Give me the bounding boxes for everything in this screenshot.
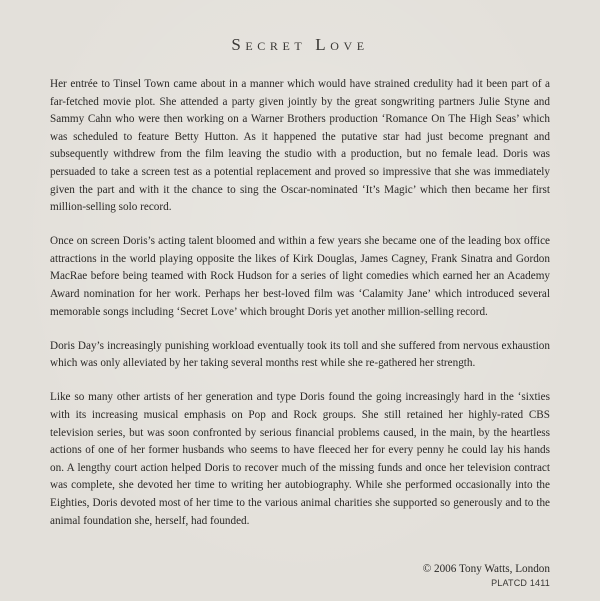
paragraph: Like so many other artists of her generation and type Doris found the going increasingly hard in the ‘sixties with its increasing musical emphasis on Pop and Rock groups. She still retained her highly-rated CBS television series, but was soon confronted by serious financial problems caused, in the main, by the heartless actions of one of her former husbands who seems to have fleeced her for every penny he could lay his hands on. A lengthy court action helped Doris to recover much of the missing funds and once her television contract was complete, she devoted her time to writing her autobiography. While she performed occasionally into the Eighties, Doris devoted most of her time to the various animal charities she supported so generously and to the animal foundation she, herself, had founded. — [50, 391, 550, 527]
catalog-number: PLATCD 1411 — [491, 578, 550, 588]
paragraph: Once on screen Doris’s acting talent bloomed and within a few years she became one of the leading box office attractions in the world playing opposite the likes of Kirk Douglas, James Cagney, Frank Sinatra and Gordon MacRae before being teamed with Rock Hudson for a series of light comedies which earned her an Academy Award nomination for her work. Perhaps her best-loved film was ‘Calamity Jane’ which introduced several memorable songs including ‘Secret Love’ which brought Doris yet another million-selling record. — [50, 235, 550, 318]
paragraph: Doris Day’s increasingly punishing workload eventually took its toll and she suffered from nervous exhaustion which was only alleviated by her taking several months rest while she re-gathered her strength. — [50, 339, 550, 370]
article-body — [50, 76, 550, 530]
paragraph: Her entrée to Tinsel Town came about in a manner which would have strained credulity had it been part of a far-fetched movie plot. She attended a party given jointly by the great songwriting partners Julie Styne and Sammy Cahn who were then working on a Warner Brothers production ‘Romance On The High Seas’ which was scheduled to feature Betty Hutton. As it happened the putative star had just become pregnant and subsequently withdrew from the film leaving the studio with a production, but no female lead. Doris was persuaded to take a screen test as a potential replacement and proved so impressive that she was immediately given the part and with it the chance to sing the Oscar-nominated ‘It’s Magic’ which then became her first million-selling solo record. — [50, 78, 550, 214]
copyright-credit: © 2006 Tony Watts, London — [422, 563, 550, 575]
page-title: Secret Love — [231, 35, 369, 54]
